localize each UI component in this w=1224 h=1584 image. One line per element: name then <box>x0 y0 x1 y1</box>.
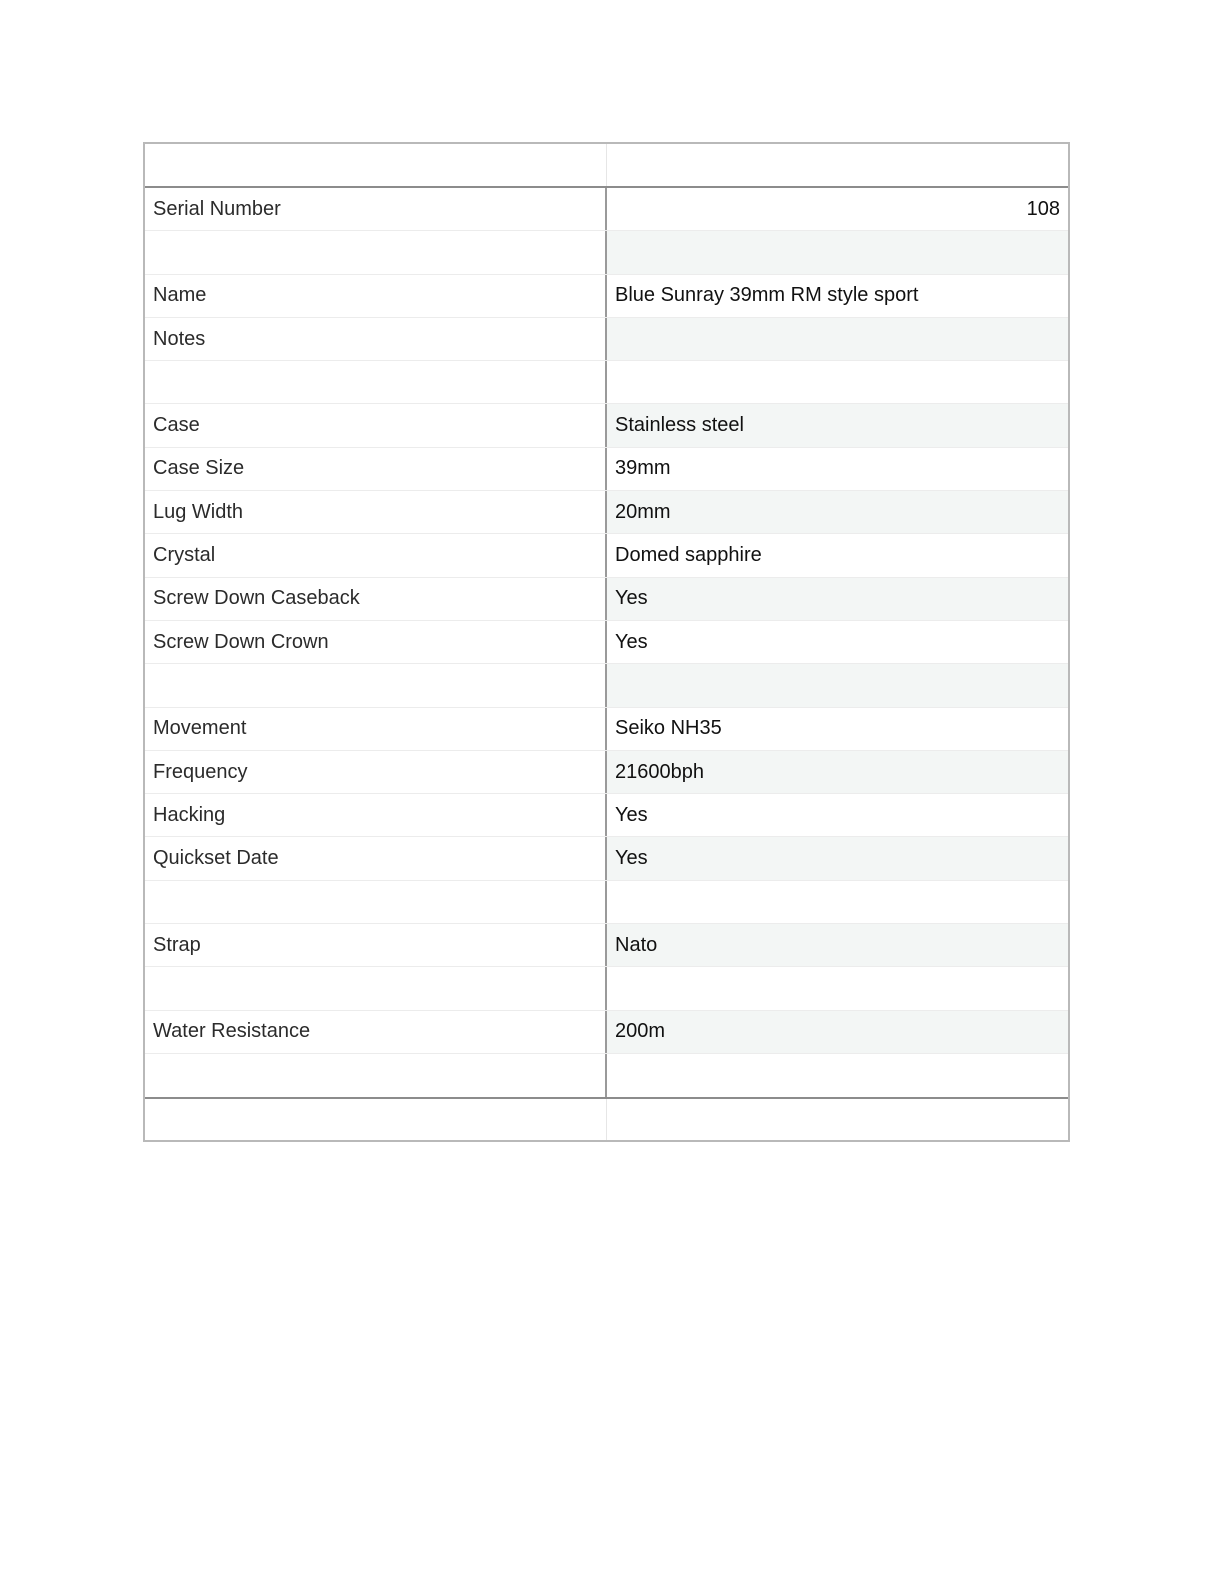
row-label[interactable]: Movement <box>145 708 607 750</box>
table-row <box>145 664 1068 707</box>
row-value[interactable]: 20mm <box>607 491 1068 533</box>
row-value[interactable]: Nato <box>607 924 1068 966</box>
table-row <box>145 881 1068 924</box>
row-value[interactable] <box>607 664 1068 706</box>
row-label[interactable]: Case Size <box>145 448 607 490</box>
row-value[interactable]: Yes <box>615 803 648 826</box>
row-value[interactable]: 108 <box>1026 197 1060 220</box>
table-row <box>145 578 1068 621</box>
table-row <box>145 534 1068 577</box>
row-value[interactable] <box>607 231 1068 273</box>
table-row <box>145 708 1068 751</box>
row-value[interactable]: Yes <box>615 630 648 653</box>
row-value[interactable]: Stainless steel <box>607 404 1068 446</box>
table-row <box>145 1054 1068 1097</box>
row-label[interactable] <box>145 231 607 273</box>
row-value[interactable]: 39mm <box>615 457 671 480</box>
footer-cell-value[interactable] <box>607 1099 1068 1140</box>
row-label[interactable]: Screw Down Caseback <box>145 578 607 620</box>
row-label[interactable] <box>145 664 607 706</box>
table-row <box>145 924 1068 967</box>
table-row <box>145 188 1068 231</box>
table-row <box>145 794 1068 837</box>
row-value[interactable]: Yes <box>607 578 1068 620</box>
row-label[interactable]: Frequency <box>145 751 607 793</box>
row-label[interactable]: Crystal <box>145 534 607 576</box>
table-row <box>145 448 1068 491</box>
footer-cell-label[interactable] <box>145 1099 607 1140</box>
row-label[interactable]: Serial Number <box>145 188 607 230</box>
row-label[interactable]: Strap <box>145 924 607 966</box>
header-cell-label[interactable] <box>145 144 607 186</box>
row-label[interactable]: Hacking <box>145 794 607 836</box>
row-label[interactable]: Notes <box>145 318 607 360</box>
table-row <box>145 318 1068 361</box>
row-value[interactable]: Blue Sunray 39mm RM style sport <box>615 284 919 307</box>
table-row <box>145 231 1068 274</box>
row-label[interactable]: Lug Width <box>145 491 607 533</box>
row-value[interactable] <box>607 318 1068 360</box>
table-row <box>145 837 1068 880</box>
table-row <box>145 751 1068 794</box>
row-label[interactable] <box>145 967 607 1009</box>
table-header-row <box>145 144 1068 188</box>
spec-table <box>143 142 1070 1142</box>
row-label[interactable]: Screw Down Crown <box>145 621 607 663</box>
row-label[interactable] <box>145 1054 607 1097</box>
row-value[interactable]: 200m <box>607 1011 1068 1053</box>
row-label[interactable]: Quickset Date <box>145 837 607 879</box>
row-label[interactable] <box>145 361 607 403</box>
row-value[interactable] <box>607 967 1068 1009</box>
row-value[interactable] <box>607 361 1068 403</box>
table-row <box>145 491 1068 534</box>
table-row <box>145 275 1068 318</box>
table-row <box>145 1011 1068 1054</box>
table-row <box>145 404 1068 447</box>
header-cell-value[interactable] <box>607 144 1068 186</box>
row-value[interactable]: 21600bph <box>607 751 1068 793</box>
row-label[interactable]: Case <box>145 404 607 446</box>
row-label[interactable]: Water Resistance <box>145 1011 607 1053</box>
table-row <box>145 967 1068 1010</box>
table-row <box>145 621 1068 664</box>
row-value[interactable]: Seiko NH35 <box>615 717 722 740</box>
row-label[interactable] <box>145 881 607 923</box>
table-footer-row <box>145 1097 1068 1140</box>
row-label[interactable]: Name <box>145 275 607 317</box>
row-value[interactable]: Yes <box>607 837 1068 879</box>
table-row <box>145 361 1068 404</box>
row-value[interactable]: Domed sapphire <box>615 544 762 567</box>
row-value[interactable] <box>607 881 1068 923</box>
row-value[interactable] <box>607 1054 1068 1097</box>
